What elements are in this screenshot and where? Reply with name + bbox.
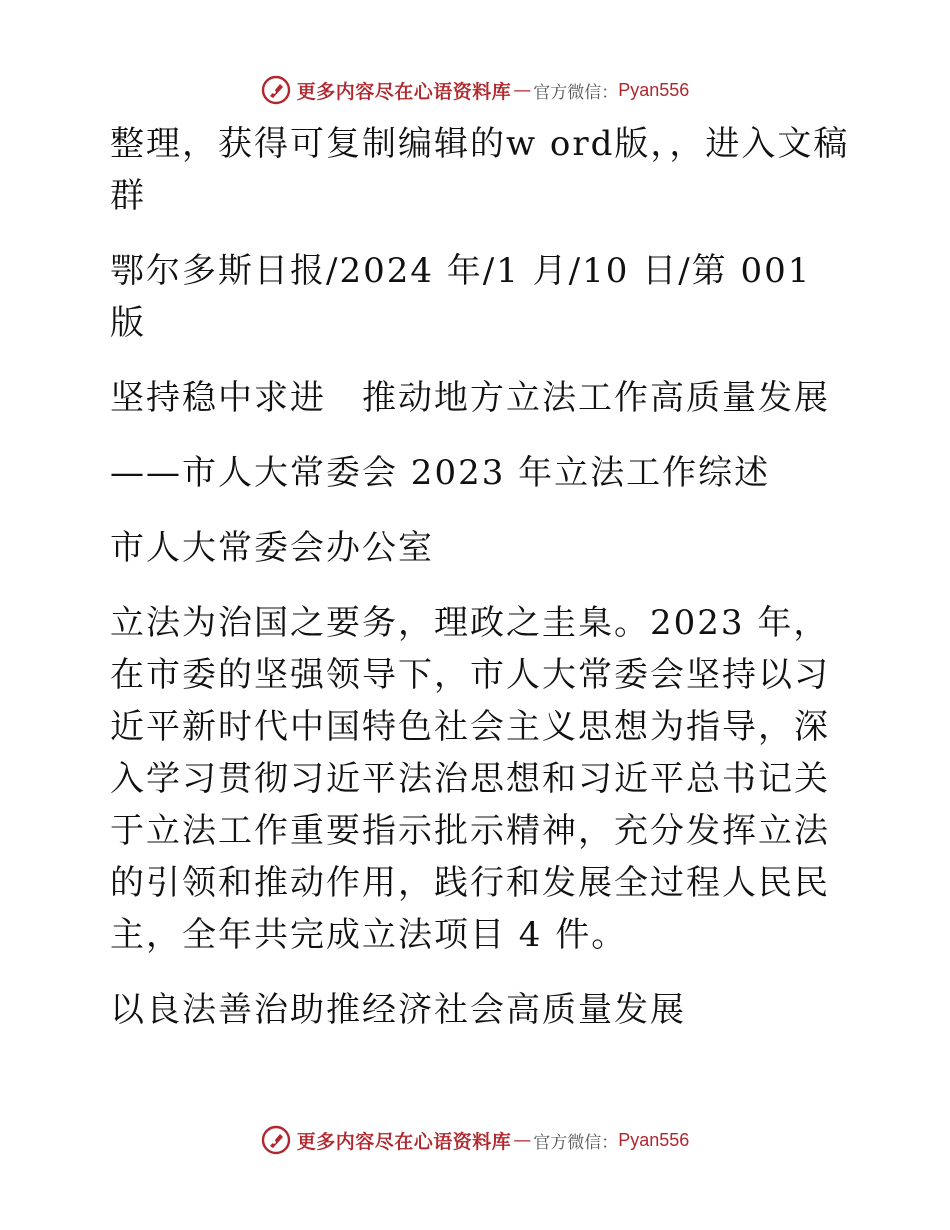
document-body bbox=[96, 118, 852, 1059]
source-line: 鄂尔多斯日报/2024 年/1 月/10 日/第 001 版 bbox=[110, 251, 812, 343]
notice-paragraph: 整理，获得可复制编辑的w ord版，，进入文稿群 bbox=[110, 124, 850, 216]
banner-separator: — bbox=[513, 79, 532, 101]
pen-nib-icon bbox=[261, 1125, 291, 1155]
banner-wechat-id: Pyan556 bbox=[618, 79, 690, 100]
banner-wechat-id: Pyan556 bbox=[618, 1129, 690, 1150]
banner-separator: — bbox=[513, 1129, 532, 1151]
header-banner bbox=[0, 72, 950, 108]
article-subtitle: ——市人大常委会 2023 年立法工作综述 bbox=[110, 453, 771, 493]
article-author: 市人大常委会办公室 bbox=[110, 528, 434, 568]
banner-main-text: 更多内容尽在心语资料库 bbox=[296, 80, 512, 103]
banner-label: 官方微信： bbox=[533, 1132, 619, 1153]
pen-nib-icon bbox=[261, 75, 291, 105]
article-title: 坚持稳中求进 推动地方立法工作高质量发展 bbox=[110, 378, 830, 418]
section-heading: 以良法善治助推经济社会高质量发展 bbox=[110, 990, 686, 1030]
footer-banner bbox=[0, 1122, 950, 1158]
banner-label: 官方微信： bbox=[533, 82, 619, 103]
body-paragraph: 立法为治国之要务，理政之圭臬。2023 年，在市委的坚强领导下，市人大常委会坚持以习近平新时代中国特色社会主义思想为指导，深入学习贯彻习近平法治思想和习近平总书记关于立法工作重要指示批示精神，充分发挥立法的引领和推动作用，践行和发展全过程人民民主，全年共完成立法项目 4 件。 bbox=[110, 603, 830, 955]
banner-main-text: 更多内容尽在心语资料库 bbox=[296, 1130, 512, 1153]
